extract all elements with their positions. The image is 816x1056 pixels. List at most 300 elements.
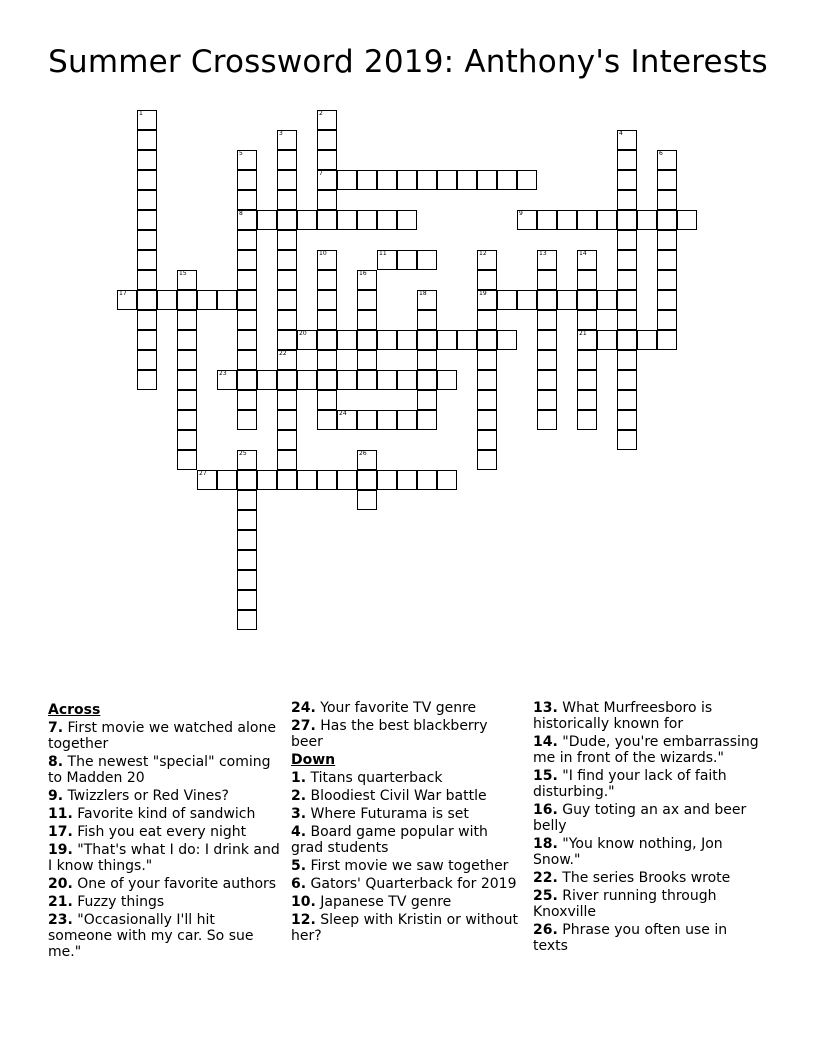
grid-clue-number: 1 [139, 110, 143, 117]
clue-text: "Dude, you're embarrassing me in front of the wizards." [533, 734, 759, 766]
grid-clue-number: 26 [359, 450, 367, 457]
grid-clue-number: 20 [299, 330, 307, 337]
grid-clue-number: 18 [419, 290, 427, 297]
clue-text: Where Futurama is set [306, 806, 469, 822]
clue-text: Sleep with Kristin or without her? [291, 912, 518, 944]
clue-number: 25. [533, 888, 558, 904]
clue-number: 7. [48, 720, 64, 736]
grid-clue-number: 7 [319, 170, 323, 177]
clue-number: 23. [48, 912, 73, 928]
clue-number: 26. [533, 922, 558, 938]
grid-cell[interactable] [137, 210, 157, 230]
grid-cell[interactable] [477, 370, 497, 390]
grid-cell[interactable] [477, 350, 497, 370]
across-clue [48, 824, 280, 840]
clue-section-header: Down [291, 752, 336, 768]
grid-cell[interactable] [337, 210, 357, 230]
grid-cell[interactable] [437, 170, 457, 190]
grid-cell[interactable] [177, 350, 197, 370]
grid-cell[interactable] [217, 290, 237, 310]
down-clue [533, 700, 765, 732]
grid-cell[interactable] [397, 210, 417, 230]
grid-cell[interactable] [357, 410, 377, 430]
grid-cell[interactable] [617, 390, 637, 410]
grid-cell[interactable] [177, 290, 197, 310]
clue-number: 5. [291, 858, 307, 874]
grid-cell[interactable] [577, 270, 597, 290]
grid-cell[interactable] [317, 370, 337, 390]
grid-cell[interactable] [137, 190, 157, 210]
grid-cell[interactable] [337, 370, 357, 390]
grid-cell[interactable] [237, 550, 257, 570]
grid-cell[interactable] [357, 350, 377, 370]
clue-number: 27. [291, 718, 316, 734]
down-clue [291, 894, 523, 910]
grid-cell[interactable] [237, 410, 257, 430]
grid-cell[interactable] [237, 170, 257, 190]
grid-cell[interactable] [417, 330, 437, 350]
clue-number: 19. [48, 842, 73, 858]
clues-column-3 [533, 700, 765, 956]
down-clue [291, 788, 523, 804]
grid-cell[interactable] [617, 190, 637, 210]
grid-cell[interactable] [617, 350, 637, 370]
grid-cell[interactable] [317, 310, 337, 330]
grid-cell[interactable] [357, 170, 377, 190]
grid-cell[interactable] [337, 170, 357, 190]
grid-cell[interactable] [477, 270, 497, 290]
grid-cell[interactable] [417, 390, 437, 410]
grid-cell[interactable] [237, 570, 257, 590]
grid-cell[interactable] [137, 290, 157, 310]
grid-cell[interactable] [657, 310, 677, 330]
grid-cell[interactable] [237, 470, 257, 490]
grid-cell[interactable] [397, 410, 417, 430]
clue-text: "I find your lack of faith disturbing." [533, 768, 727, 800]
grid-cell[interactable] [397, 250, 417, 270]
grid-cell[interactable] [517, 290, 537, 310]
grid-cell[interactable] [257, 470, 277, 490]
clue-number: 13. [533, 700, 558, 716]
clue-number: 4. [291, 824, 307, 840]
clue-number: 10. [291, 894, 316, 910]
grid-cell[interactable] [317, 130, 337, 150]
clue-text: Gators' Quarterback for 2019 [306, 876, 517, 892]
grid-cell[interactable] [357, 210, 377, 230]
grid-clue-number: 10 [319, 250, 327, 257]
grid-cell[interactable] [317, 150, 337, 170]
clue-text: Bloodiest Civil War battle [306, 788, 487, 804]
clue-number: 1. [291, 770, 307, 786]
grid-cell[interactable] [437, 470, 457, 490]
grid-cell[interactable] [617, 270, 637, 290]
grid-cell[interactable] [277, 250, 297, 270]
grid-cell[interactable] [377, 370, 397, 390]
grid-cell[interactable] [237, 590, 257, 610]
grid-cell[interactable] [137, 230, 157, 250]
grid-cell[interactable] [337, 330, 357, 350]
grid-cell[interactable] [317, 350, 337, 370]
grid-clue-number: 3 [279, 130, 283, 137]
grid-cell[interactable] [277, 170, 297, 190]
grid-cell[interactable] [297, 470, 317, 490]
grid-cell[interactable] [177, 450, 197, 470]
grid-cell[interactable] [237, 250, 257, 270]
grid-cell[interactable] [357, 330, 377, 350]
grid-cell[interactable] [517, 170, 537, 190]
grid-cell[interactable] [237, 510, 257, 530]
grid-cell[interactable] [237, 290, 257, 310]
grid-cell[interactable] [417, 410, 437, 430]
grid-cell[interactable] [277, 150, 297, 170]
clue-number: 14. [533, 734, 558, 750]
grid-cell[interactable] [357, 490, 377, 510]
grid-cell[interactable] [417, 250, 437, 270]
grid-clue-number: 12 [479, 250, 487, 257]
grid-cell[interactable] [597, 210, 617, 230]
grid-cell[interactable] [237, 610, 257, 630]
grid-clue-number: 22 [279, 350, 287, 357]
grid-cell[interactable] [597, 290, 617, 310]
grid-cell[interactable] [377, 410, 397, 430]
grid-cell[interactable] [297, 210, 317, 230]
grid-cell[interactable] [137, 270, 157, 290]
grid-cell[interactable] [317, 210, 337, 230]
grid-cell[interactable] [277, 470, 297, 490]
clues-column-1 [48, 700, 280, 962]
grid-cell[interactable] [357, 290, 377, 310]
clue-text: Japanese TV genre [315, 894, 452, 910]
grid-cell[interactable] [137, 150, 157, 170]
grid-cell[interactable] [137, 330, 157, 350]
grid-cell[interactable] [657, 290, 677, 310]
grid-cell[interactable] [537, 390, 557, 410]
grid-cell[interactable] [237, 270, 257, 290]
grid-cell[interactable] [277, 330, 297, 350]
grid-cell[interactable] [317, 290, 337, 310]
grid-cell[interactable] [217, 470, 237, 490]
grid-cell[interactable] [477, 170, 497, 190]
grid-cell[interactable] [397, 170, 417, 190]
grid-cell[interactable] [537, 350, 557, 370]
down-clue [291, 858, 523, 874]
grid-cell[interactable] [177, 410, 197, 430]
clue-text: "That's what I do: I drink and I know things." [48, 842, 280, 874]
down-clue [533, 836, 765, 868]
grid-cell[interactable] [277, 310, 297, 330]
clue-number: 3. [291, 806, 307, 822]
grid-cell[interactable] [337, 470, 357, 490]
grid-cell[interactable] [557, 210, 577, 230]
grid-cell[interactable] [417, 370, 437, 390]
grid-cell[interactable] [137, 250, 157, 270]
grid-cell[interactable] [177, 330, 197, 350]
grid-cell[interactable] [657, 330, 677, 350]
clue-text: "You know nothing, Jon Snow." [533, 836, 723, 868]
grid-clue-number: 14 [579, 250, 587, 257]
across-clue [48, 788, 280, 804]
grid-cell[interactable] [237, 370, 257, 390]
grid-cell[interactable] [537, 370, 557, 390]
grid-cell[interactable] [617, 150, 637, 170]
grid-clue-number: 19 [479, 290, 487, 297]
grid-clue-number: 11 [379, 250, 387, 257]
grid-cell[interactable] [437, 330, 457, 350]
grid-cell[interactable] [277, 190, 297, 210]
down-clue [533, 888, 765, 920]
clue-text: First movie we saw together [306, 858, 509, 874]
grid-clue-number: 16 [359, 270, 367, 277]
grid-cell[interactable] [577, 210, 597, 230]
clue-text: Fish you eat every night [72, 824, 247, 840]
grid-cell[interactable] [657, 270, 677, 290]
clue-number: 16. [533, 802, 558, 818]
grid-cell[interactable] [637, 210, 657, 230]
clue-number: 21. [48, 894, 73, 910]
across-clue [48, 754, 280, 786]
grid-cell[interactable] [657, 170, 677, 190]
grid-cell[interactable] [237, 350, 257, 370]
grid-cell[interactable] [577, 390, 597, 410]
grid-cell[interactable] [577, 350, 597, 370]
clue-text: The newest "special" coming to Madden 20 [48, 754, 271, 786]
down-clue [533, 734, 765, 766]
down-clue [533, 870, 765, 886]
grid-cell[interactable] [237, 310, 257, 330]
grid-cell[interactable] [617, 410, 637, 430]
grid-cell[interactable] [277, 450, 297, 470]
grid-cell[interactable] [477, 450, 497, 470]
grid-cell[interactable] [277, 370, 297, 390]
grid-clue-number: 5 [239, 150, 243, 157]
clue-text: Fuzzy things [72, 894, 165, 910]
grid-cell[interactable] [637, 330, 657, 350]
grid-cell[interactable] [537, 270, 557, 290]
grid-cell[interactable] [137, 370, 157, 390]
clue-number: 2. [291, 788, 307, 804]
grid-cell[interactable] [237, 190, 257, 210]
grid-cell[interactable] [477, 410, 497, 430]
clue-number: 12. [291, 912, 316, 928]
clue-number: 6. [291, 876, 307, 892]
grid-cell[interactable] [657, 210, 677, 230]
grid-cell[interactable] [137, 130, 157, 150]
down-clue [533, 802, 765, 834]
grid-clue-number: 15 [179, 270, 187, 277]
clue-number: 8. [48, 754, 64, 770]
grid-cell[interactable] [237, 330, 257, 350]
grid-cell[interactable] [357, 310, 377, 330]
clue-text: Board game popular with grad students [291, 824, 488, 856]
grid-cell[interactable] [177, 430, 197, 450]
clue-text: Guy toting an ax and beer belly [533, 802, 747, 834]
grid-cell[interactable] [617, 310, 637, 330]
grid-clue-number: 21 [579, 330, 587, 337]
clue-text: Has the best blackberry beer [291, 718, 488, 750]
grid-cell[interactable] [377, 170, 397, 190]
clue-text: Twizzlers or Red Vines? [63, 788, 229, 804]
grid-cell[interactable] [257, 370, 277, 390]
clue-text: "Occasionally I'll hit someone with my car. So sue me." [48, 912, 254, 960]
clue-text: The series Brooks wrote [557, 870, 731, 886]
grid-cell[interactable] [617, 210, 637, 230]
grid-cell[interactable] [577, 310, 597, 330]
grid-cell[interactable] [277, 390, 297, 410]
down-clue [291, 824, 523, 856]
down-clue [291, 912, 523, 944]
grid-cell[interactable] [157, 290, 177, 310]
clue-text: River running through Knoxville [533, 888, 717, 920]
grid-cell[interactable] [237, 230, 257, 250]
grid-cell[interactable] [457, 330, 477, 350]
grid-cell[interactable] [277, 290, 297, 310]
clue-number: 20. [48, 876, 73, 892]
down-clue [533, 922, 765, 954]
clue-number: 22. [533, 870, 558, 886]
grid-cell[interactable] [137, 350, 157, 370]
grid-cell[interactable] [617, 250, 637, 270]
across-clue [291, 700, 523, 716]
grid-cell[interactable] [497, 330, 517, 350]
grid-cell[interactable] [477, 310, 497, 330]
grid-cell[interactable] [317, 330, 337, 350]
grid-cell[interactable] [537, 330, 557, 350]
grid-cell[interactable] [397, 330, 417, 350]
grid-cell[interactable] [537, 310, 557, 330]
grid-cell[interactable] [617, 170, 637, 190]
down-clue [291, 876, 523, 892]
grid-cell[interactable] [477, 430, 497, 450]
grid-cell[interactable] [617, 370, 637, 390]
grid-clue-number: 6 [659, 150, 663, 157]
grid-cell[interactable] [397, 470, 417, 490]
clue-text: Your favorite TV genre [315, 700, 477, 716]
grid-cell[interactable] [657, 190, 677, 210]
down-clue [533, 768, 765, 800]
clues-column-2 [291, 700, 523, 946]
grid-cell[interactable] [317, 470, 337, 490]
grid-clue-number: 4 [619, 130, 623, 137]
grid-cell[interactable] [177, 390, 197, 410]
grid-cell[interactable] [237, 530, 257, 550]
grid-cell[interactable] [537, 290, 557, 310]
clue-number: 17. [48, 824, 73, 840]
grid-cell[interactable] [537, 210, 557, 230]
clue-number: 11. [48, 806, 73, 822]
grid-cell[interactable] [577, 290, 597, 310]
grid-cell[interactable] [677, 210, 697, 230]
grid-cell[interactable] [277, 410, 297, 430]
grid-cell[interactable] [377, 470, 397, 490]
grid-cell[interactable] [617, 230, 637, 250]
grid-cell[interactable] [497, 170, 517, 190]
grid-cell[interactable] [417, 310, 437, 330]
clue-text: Favorite kind of sandwich [72, 806, 256, 822]
grid-cell[interactable] [197, 290, 217, 310]
grid-cell[interactable] [277, 430, 297, 450]
grid-clue-number: 8 [239, 210, 243, 217]
grid-cell[interactable] [177, 310, 197, 330]
grid-cell[interactable] [317, 190, 337, 210]
grid-cell[interactable] [617, 430, 637, 450]
grid-cell[interactable] [417, 170, 437, 190]
across-clue [48, 806, 280, 822]
grid-cell[interactable] [297, 370, 317, 390]
across-clue [48, 842, 280, 874]
grid-cell[interactable] [317, 270, 337, 290]
clue-text: Titans quarterback [306, 770, 443, 786]
grid-cell[interactable] [357, 370, 377, 390]
grid-cell[interactable] [577, 410, 597, 430]
grid-cell[interactable] [657, 250, 677, 270]
clue-section-header: Across [48, 702, 101, 718]
grid-cell[interactable] [317, 390, 337, 410]
across-clue [291, 718, 523, 750]
clue-text: First movie we watched alone together [48, 720, 276, 752]
clue-text: Phrase you often use in texts [533, 922, 728, 954]
grid-clue-number: 9 [519, 210, 523, 217]
grid-cell[interactable] [557, 290, 577, 310]
grid-cell[interactable] [277, 270, 297, 290]
clue-number: 9. [48, 788, 64, 804]
grid-cell[interactable] [417, 470, 437, 490]
grid-cell[interactable] [377, 330, 397, 350]
grid-cell[interactable] [477, 330, 497, 350]
clue-number: 15. [533, 768, 558, 784]
grid-cell[interactable] [657, 230, 677, 250]
grid-cell[interactable] [317, 410, 337, 430]
grid-cell[interactable] [537, 410, 557, 430]
grid-cell[interactable] [397, 370, 417, 390]
across-clue [48, 876, 280, 892]
grid-cell[interactable] [137, 170, 157, 190]
grid-cell[interactable] [277, 210, 297, 230]
grid-cell[interactable] [177, 370, 197, 390]
grid-clue-number: 13 [539, 250, 547, 257]
across-clue [48, 912, 280, 960]
grid-clue-number: 17 [119, 290, 127, 297]
clue-number: 18. [533, 836, 558, 852]
clue-number: 24. [291, 700, 316, 716]
across-clue [48, 894, 280, 910]
grid-cell[interactable] [137, 310, 157, 330]
grid-cell[interactable] [477, 390, 497, 410]
grid-cell[interactable] [357, 470, 377, 490]
grid-cell[interactable] [237, 490, 257, 510]
down-clue [291, 770, 523, 786]
page-title: Summer Crossword 2019: Anthony's Interests [48, 44, 768, 80]
clue-text: What Murfreesboro is historically known for [533, 700, 713, 732]
grid-clue-number: 23 [219, 370, 227, 377]
grid-cell[interactable] [617, 290, 637, 310]
grid-cell[interactable] [277, 230, 297, 250]
grid-cell[interactable] [437, 370, 457, 390]
grid-cell[interactable] [457, 170, 477, 190]
grid-cell[interactable] [497, 290, 517, 310]
grid-clue-number: 25 [239, 450, 247, 457]
across-clue [48, 720, 280, 752]
grid-cell[interactable] [617, 330, 637, 350]
down-clue [291, 806, 523, 822]
clue-text: One of your favorite authors [72, 876, 277, 892]
grid-clue-number: 27 [199, 470, 207, 477]
grid-cell[interactable] [237, 390, 257, 410]
grid-cell[interactable] [577, 370, 597, 390]
grid-cell[interactable] [257, 210, 277, 230]
grid-cell[interactable] [417, 350, 437, 370]
grid-cell[interactable] [597, 330, 617, 350]
grid-cell[interactable] [377, 210, 397, 230]
